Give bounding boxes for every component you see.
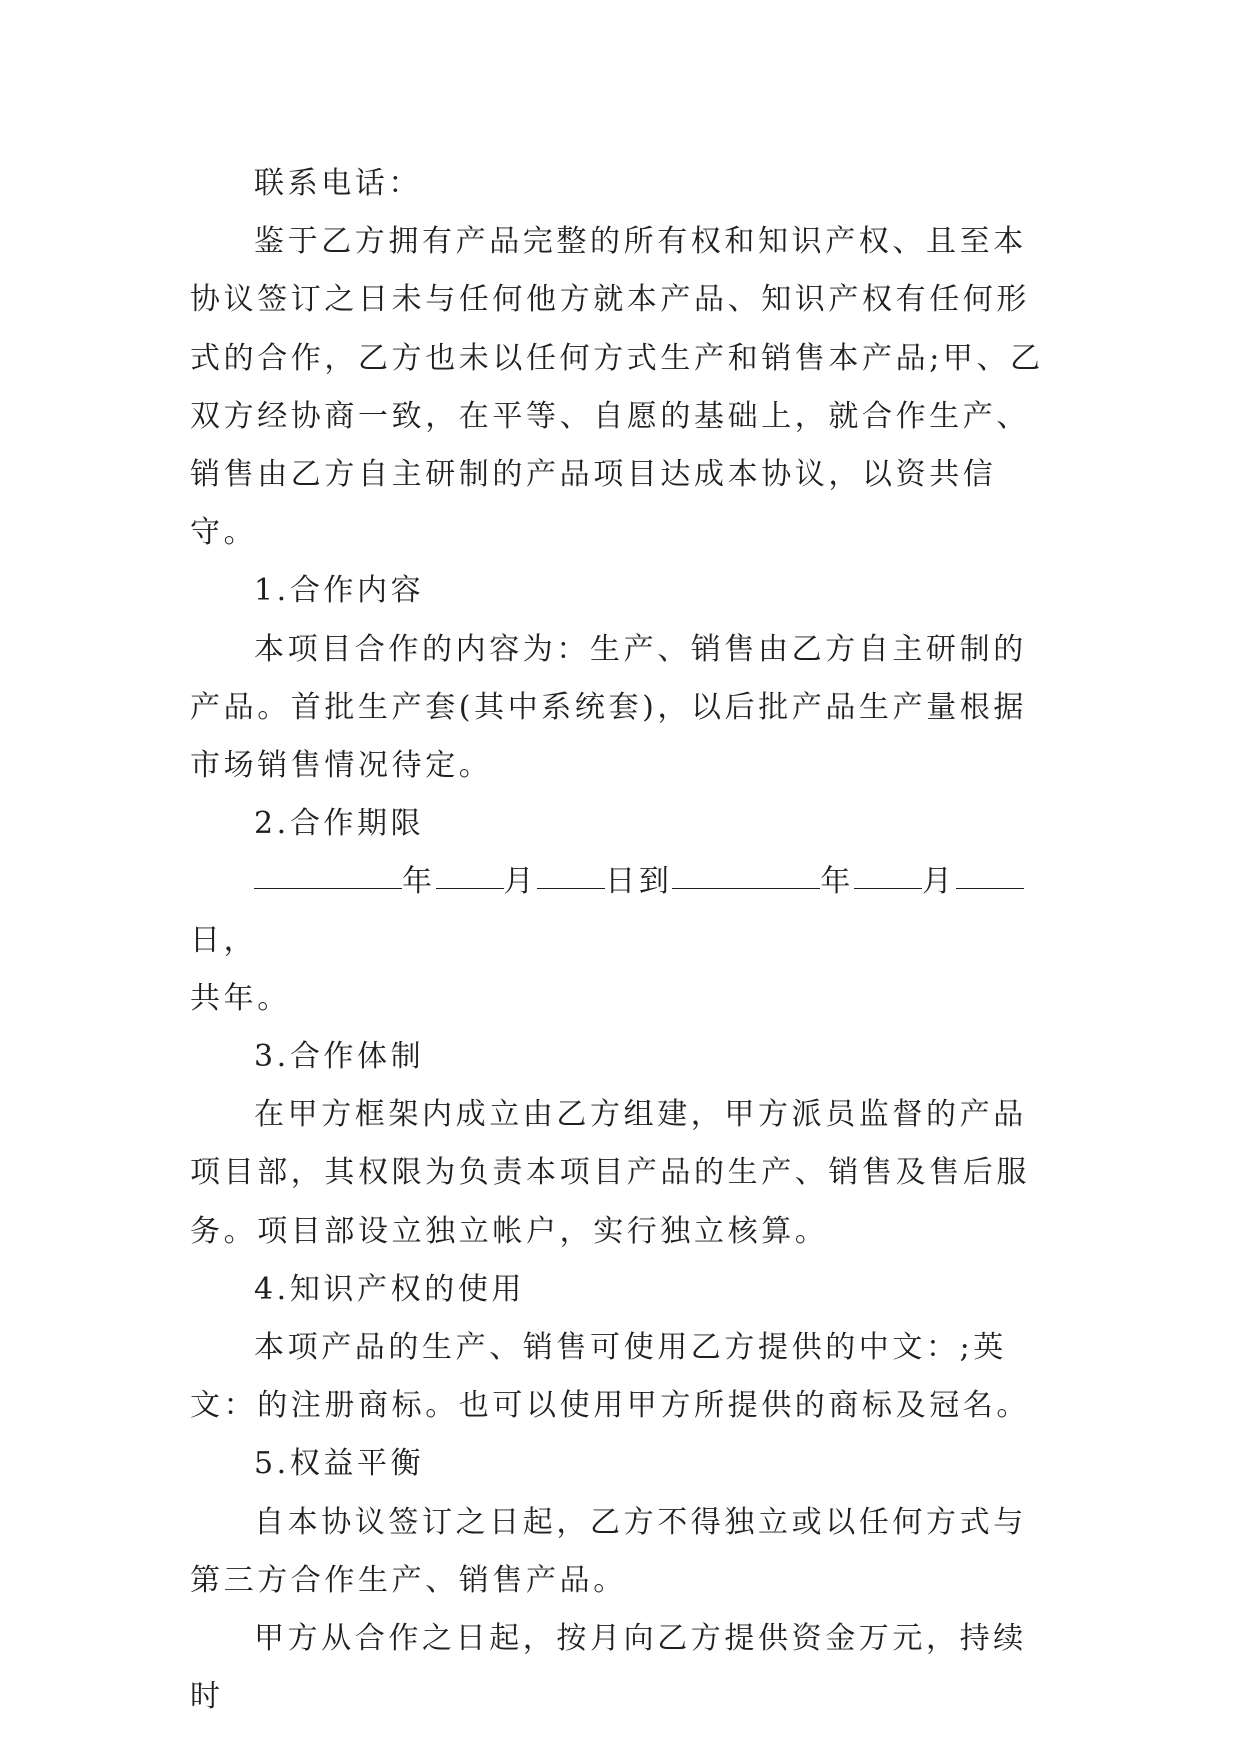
start-day-to-label: 日到 <box>605 864 673 900</box>
section-body-rights-balance: 自本协议签订之日起，乙方不得独立或以任何方式与第三方合作生产、销售产品。 <box>190 1504 1027 1598</box>
section-heading-ip-usage: 4.知识产权的使用 <box>254 1271 526 1307</box>
end-month-label: 月 <box>922 864 956 900</box>
section-body-cooperation-system: 在甲方框架内成立由乙方组建，甲方派员监督的产品项目部，其权限为负责本项目产品的生产、销售及售后服务。项目部设立独立帐户，实行独立核算。 <box>190 1097 1030 1249</box>
section-body-ip-usage: 本项产品的生产、销售可使用乙方提供的中文：;英文：的注册商标。也可以使用甲方所提供的商标及冠名。 <box>190 1330 1030 1424</box>
section-heading-rights-balance: 5.权益平衡 <box>254 1446 425 1482</box>
end-day-blank[interactable] <box>956 856 1024 889</box>
start-year-label: 年 <box>402 864 436 900</box>
section-body-cooperation-content: 本项目合作的内容为：生产、销售由乙方自主研制的产品。首批生产套(其中系统套)，以后批产品生产量根据市场销售情况待定。 <box>190 631 1028 784</box>
end-day-label: 日， <box>190 922 258 958</box>
section-heading-cooperation-system: 3.合作体制 <box>254 1039 425 1075</box>
contact-phone-line: 联系电话： <box>254 166 422 201</box>
end-year-blank[interactable] <box>672 856 820 889</box>
end-month-blank[interactable] <box>854 856 922 889</box>
section-body-cooperation-term: 共年。 <box>190 980 291 1016</box>
intro-paragraph: 鉴于乙方拥有产品完整的所有权和知识产权、且至本协议签订之日未与任何他方就本产品、知识产权有任何形式的合作，乙方也未以任何方式生产和销售本产品;甲、乙双方经协商一致，在平等、自愿的基础上，就合作生产、销售由乙方自主研制的产品项目达成本协议，以资共信守。 <box>190 224 1044 551</box>
section-heading-cooperation-content: 1.合作内容 <box>254 573 425 609</box>
start-day-blank[interactable] <box>537 856 605 889</box>
start-month-label: 月 <box>503 864 538 900</box>
document-body <box>190 155 1050 1726</box>
section-body-rights-balance-funding: 甲方从合作之日起，按月向乙方提供资金万元，持续时 <box>190 1621 1027 1715</box>
end-year-label: 年 <box>820 864 855 900</box>
start-year-blank[interactable] <box>254 856 402 889</box>
start-month-blank[interactable] <box>436 856 504 889</box>
section-heading-cooperation-term: 2.合作期限 <box>254 806 425 842</box>
date-range-line <box>190 853 1050 969</box>
